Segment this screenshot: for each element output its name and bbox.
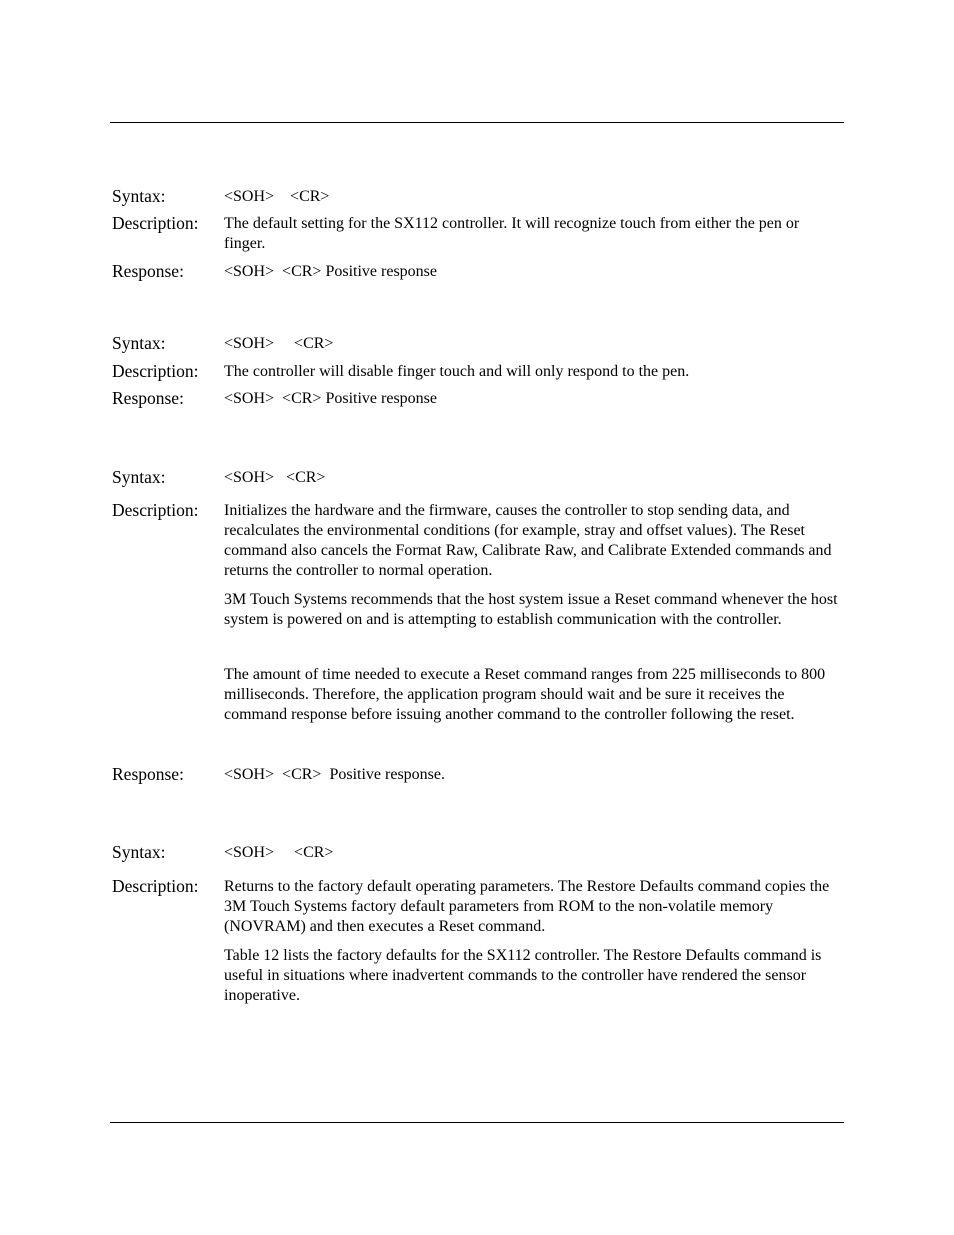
footer-rule: [110, 1122, 844, 1123]
syntax-value-1: <SOH> <CR>: [224, 188, 330, 205]
description-text-3b: [224, 590, 844, 630]
description-paragraph: The default setting for the SX112 controller. It will recognize touch from either the pen or finger.: [224, 215, 800, 252]
header-rule: [110, 122, 844, 123]
syntax-value-3: <SOH> <CR>: [224, 469, 326, 486]
description-label-3: Description:: [112, 500, 199, 520]
description-text-3c: [224, 665, 844, 725]
description-text-4b: [224, 946, 844, 1006]
description-paragraph: Table 12 lists the factory defaults for the SX112 controller. The Restore Defaults command is useful in situations where inadvertent commands to the controller have rendered the sensor inoperative.: [224, 947, 822, 1004]
response-value-3: <SOH> <CR> Positive response.: [224, 766, 445, 783]
syntax-value-4: <SOH> <CR>: [224, 844, 334, 861]
syntax-label-1: Syntax:: [112, 186, 166, 206]
response-label-2: Response:: [112, 388, 184, 408]
syntax-value-2: <SOH> <CR>: [224, 335, 334, 352]
response-value-2: <SOH> <CR> Positive response: [224, 390, 437, 407]
syntax-label-4: Syntax:: [112, 842, 166, 862]
description-text-4: [224, 877, 844, 937]
description-text-1: [224, 214, 844, 254]
response-value-1: <SOH> <CR> Positive response: [224, 263, 437, 280]
description-text-3: [224, 501, 844, 581]
description-paragraph: 3M Touch Systems recommends that the host system issue a Reset command whenever the host system is powered on and is attempting to establish communication with the controller.: [224, 591, 838, 628]
response-label-1: Response:: [112, 261, 184, 281]
description-paragraph: The amount of time needed to execute a Reset command ranges from 225 milliseconds to 800 milliseconds. Therefore, the application program should wait and be sure it receives the command response before issuing another command to the controller following the reset.: [224, 666, 826, 723]
description-text-2: [224, 362, 844, 382]
syntax-label-2: Syntax:: [112, 333, 166, 353]
description-paragraph: The controller will disable finger touch and will only respond to the pen.: [224, 363, 690, 380]
description-label-2: Description:: [112, 361, 199, 381]
description-paragraph: Initializes the hardware and the firmware, causes the controller to stop sending data, and recalculates the environmental conditions (for example, stray and offset values). The Reset command also cancels the Format Raw, Calibrate Raw, and Calibrate Extended commands and returns the controller to normal operation.: [224, 502, 832, 579]
syntax-label-3: Syntax:: [112, 467, 166, 487]
description-label-1: Description:: [112, 213, 199, 233]
description-paragraph: Returns to the factory default operating parameters. The Restore Defaults command copies the 3M Touch Systems factory default parameters from ROM to the non-volatile memory (NOVRAM) and then executes a Reset command.: [224, 878, 830, 935]
description-label-4: Description:: [112, 876, 199, 896]
response-label-3: Response:: [112, 764, 184, 784]
